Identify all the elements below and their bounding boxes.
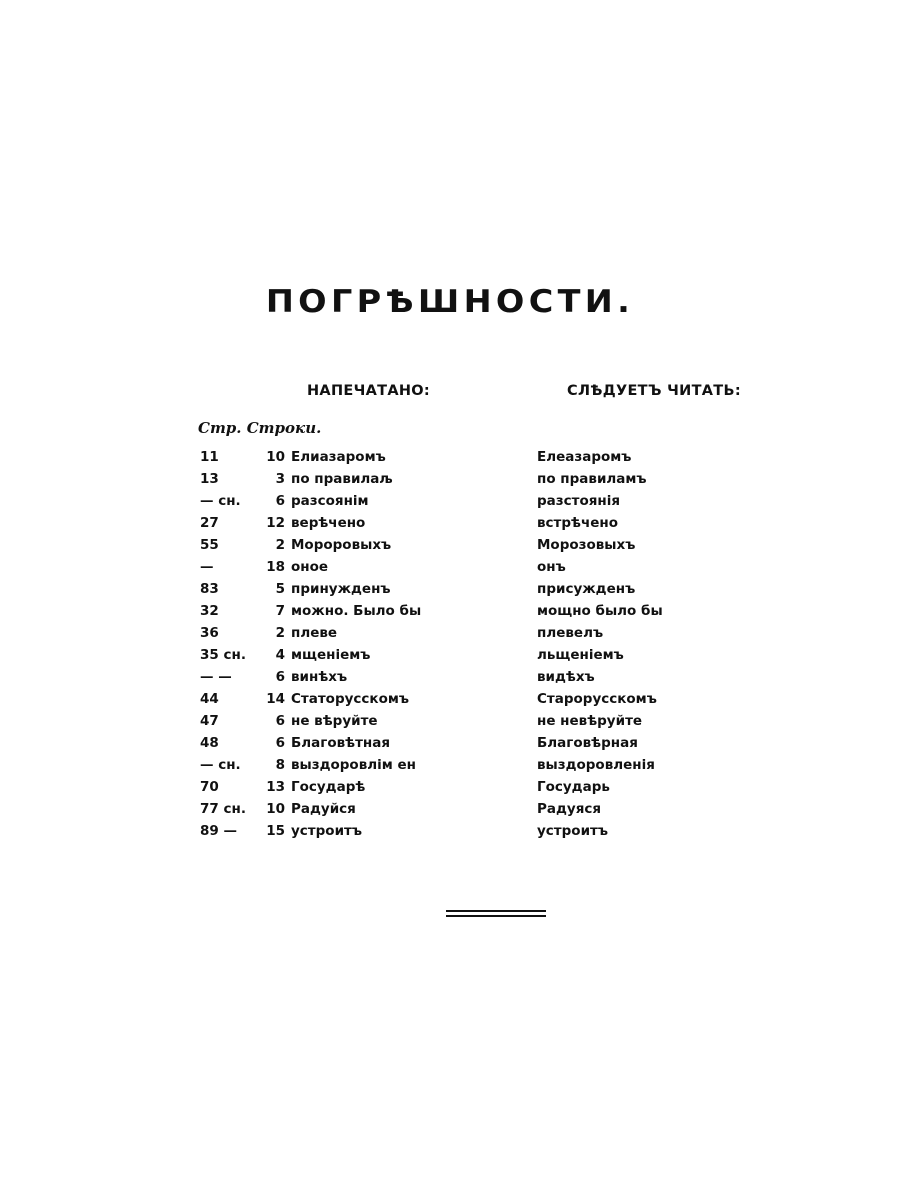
correct-text: устроитъ (537, 823, 608, 839)
line-number: 18 (266, 559, 285, 575)
page-number: 89 — (200, 823, 237, 839)
page-number: — сн. (200, 493, 241, 509)
page-number: 11 (200, 449, 219, 465)
errata-table (0, 446, 900, 842)
line-number: 4 (275, 647, 285, 663)
correct-text: встрѣчено (537, 515, 618, 531)
page-number: 13 (200, 471, 219, 487)
line-number: 6 (275, 493, 285, 509)
correct-text: присужденъ (537, 581, 636, 597)
printed-text: можно. Было бы (291, 603, 422, 619)
page-line-subheader: Стр. Строки. (198, 419, 322, 437)
closing-rule-bottom (446, 915, 546, 917)
printed-text: верѣчено (291, 515, 366, 531)
line-number: 3 (275, 471, 285, 487)
errata-row (0, 600, 900, 622)
errata-row (0, 512, 900, 534)
page-number: — сн. (200, 757, 241, 773)
column-header-correct: СЛѢДУЕТЪ ЧИТАТЬ: (567, 383, 741, 399)
printed-text: мщеніемъ (291, 647, 371, 663)
errata-row (0, 534, 900, 556)
page-number: 35 сн. (200, 647, 246, 663)
line-number: 6 (275, 735, 285, 751)
correct-text: плевелъ (537, 625, 604, 641)
page-number: 48 (200, 735, 219, 751)
page-number: 55 (200, 537, 219, 553)
printed-text: устроитъ (291, 823, 362, 839)
correct-text: Государь (537, 779, 610, 795)
line-number: 2 (275, 537, 285, 553)
page-title: ПОГРѢШНОСТИ. (265, 284, 635, 320)
errata-row (0, 820, 900, 842)
printed-text: Радуйся (291, 801, 356, 817)
line-number: 6 (275, 713, 285, 729)
page-number: — (200, 559, 214, 575)
printed-text: разсоянім (291, 493, 369, 509)
printed-text: плеве (291, 625, 338, 641)
correct-text: Морозовыхъ (537, 537, 636, 553)
line-number: 13 (266, 779, 285, 795)
correct-text: мощно было бы (537, 603, 663, 619)
printed-text: принужденъ (291, 581, 391, 597)
page-number: — — (200, 669, 232, 685)
errata-row (0, 798, 900, 820)
printed-text: Елиазаромъ (291, 449, 386, 465)
errata-row (0, 754, 900, 776)
page-number: 83 (200, 581, 219, 597)
correct-text: льщеніемъ (537, 647, 624, 663)
page-number: 44 (200, 691, 219, 707)
printed-text: Мороровыхъ (291, 537, 392, 553)
correct-text: не невѣруйте (537, 713, 643, 729)
line-number: 2 (275, 625, 285, 641)
errata-row (0, 556, 900, 578)
errata-row (0, 710, 900, 732)
page-number: 77 сн. (200, 801, 246, 817)
printed-text: не вѣруйте (291, 713, 378, 729)
printed-text: Статорусскомъ (291, 691, 410, 707)
line-number: 14 (266, 691, 285, 707)
line-number: 7 (275, 603, 285, 619)
line-number: 12 (266, 515, 285, 531)
line-number: 5 (275, 581, 285, 597)
errata-row (0, 468, 900, 490)
correct-text: Благовѣрная (537, 735, 638, 751)
line-number: 15 (266, 823, 285, 839)
page-number: 27 (200, 515, 219, 531)
errata-row (0, 666, 900, 688)
column-header-printed: НАПЕЧАТАНО: (307, 383, 431, 399)
correct-text: по правиламъ (537, 471, 647, 487)
errata-row (0, 622, 900, 644)
printed-text: по правилаљ (291, 471, 393, 487)
printed-text: оное (291, 559, 329, 575)
errata-row (0, 732, 900, 754)
page-number: 70 (200, 779, 219, 795)
correct-text: Радуяся (537, 801, 602, 817)
errata-row (0, 688, 900, 710)
line-number: 10 (266, 449, 285, 465)
page-number: 32 (200, 603, 219, 619)
correct-text: онъ (537, 559, 566, 575)
line-number: 6 (275, 669, 285, 685)
page-number: 36 (200, 625, 219, 641)
line-number: 8 (275, 757, 285, 773)
line-number: 10 (266, 801, 285, 817)
errata-row (0, 644, 900, 666)
errata-row (0, 446, 900, 468)
correct-text: Старорусскомъ (537, 691, 657, 707)
errata-row (0, 490, 900, 512)
printed-text: выздоровлім ен (291, 757, 416, 773)
printed-text: Государѣ (291, 779, 366, 795)
printed-text: Благовѣтная (291, 735, 391, 751)
errata-row (0, 776, 900, 798)
correct-text: видѣхъ (537, 669, 595, 685)
correct-text: выздоровленія (537, 757, 655, 773)
correct-text: Елеазаромъ (537, 449, 632, 465)
correct-text: разстоянія (537, 493, 621, 509)
page-number: 47 (200, 713, 219, 729)
closing-rule-top (446, 910, 546, 912)
errata-row (0, 578, 900, 600)
printed-text: винѣхъ (291, 669, 348, 685)
